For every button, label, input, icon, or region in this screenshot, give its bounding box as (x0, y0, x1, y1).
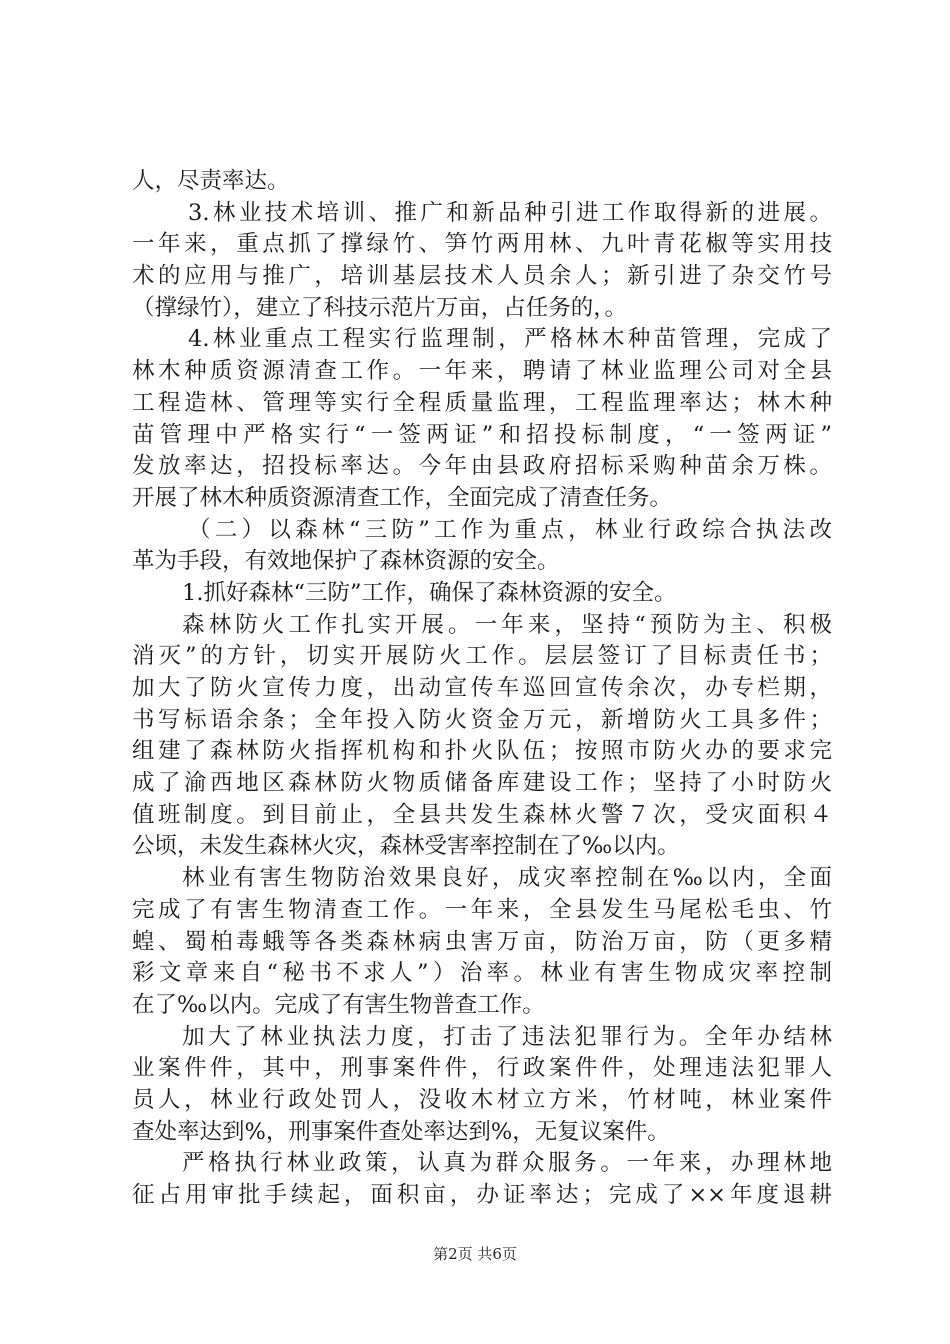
text-line: 一年来，重点抓了撑绿竹、笋竹两用林、九叶青花椒等实用技 (132, 231, 832, 258)
text-line: 彩文章来自“秘书不求人”）治率。林业有害生物成灾率控制 (132, 960, 832, 987)
text-line: 消灭”的方针，切实开展防火工作。层层签订了目标责任书； (132, 643, 832, 670)
subsection-heading-1: 1.抓好森林“三防”工作，确保了森林资源的安全。 (182, 579, 677, 606)
text-line: 开展了林木种质资源清查工作，全面完成了清查任务。 (132, 484, 673, 511)
text-line: 在了‰以内。完成了有害生物普查工作。 (132, 991, 545, 1018)
text-line: 人，尽责率达。 (132, 168, 290, 194)
text-line: 公顷，未发生森林火灾，森林受害率控制在了‰以内。 (132, 833, 680, 860)
text-line: 加大了防火宣传力度，出动宣传车巡回宣传余次，办专栏期， (132, 675, 832, 701)
text-line: 严格执行林业政策，认真为群众服务。一年来，办理林地 (182, 1150, 832, 1177)
text-line: 成了渝西地区森林防火物质储备库建设工作；坚持了小时防火 (132, 770, 832, 797)
section-heading-3: 3.林业技术培训、推广和新品种引进工作取得新的进展。 (188, 199, 832, 226)
section-heading-2: （二）以森林“三防”工作为重点，林业行政综合执法改 (188, 516, 832, 543)
text-line: 业案件件，其中，刑事案件件，行政案件件，处理违法犯罪人 (132, 1055, 832, 1082)
text-line: 工程造林、管理等实行全程质量监理，工程监理率达；林木种 (132, 389, 832, 416)
text-line: 林业有害生物防治效果良好，成灾率控制在‰以内，全面 (182, 865, 832, 892)
section-heading-4: 4.林业重点工程实行监理制，严格林木种苗管理，完成了 (188, 326, 832, 353)
text-line: （撑绿竹），建立了科技示范片万亩，占任务的，。 (132, 294, 628, 321)
text-line: 森林防火工作扎实开展。一年来，坚持“预防为主、积极 (182, 611, 832, 638)
text-line: 蝗、蜀柏毒蛾等各类森林病虫害万亩，防治万亩，防（更多精 (132, 928, 832, 955)
text-line: 查处率达到%，刑事案件查处率达到%，无复议案件。 (132, 1118, 670, 1145)
text-line: 组建了森林防火指挥机构和扑火队伍；按照市防火办的要求完 (132, 738, 832, 765)
text-line: 苗管理中严格实行“一签两证”和招投标制度，“一签两证” (132, 421, 832, 448)
text-line: 发放率达，招投标率达。今年由县政府招标采购种苗余万株。 (132, 453, 832, 480)
text-line: 术的应用与推广，培训基层技术人员余人；新引进了杂交竹号 (132, 263, 832, 290)
text-line: 员人，林业行政处罚人，没收木材立方米，竹材吨，林业案件 (132, 1086, 832, 1113)
text-line: 值班制度。到目前止，全县共发生森林火警７次，受灾面积４ (132, 801, 832, 828)
text-line: 革为手段，有效地保护了森林资源的安全。 (132, 548, 560, 575)
text-line: 完成了有害生物清查工作。一年来，全县发生马尾松毛虫、竹 (132, 896, 832, 923)
page-number-footer: 第2页 共6页 (433, 1245, 517, 1263)
text-line: 书写标语余条；全年投入防火资金万元，新增防火工具多件； (132, 706, 832, 733)
text-line: 征占用审批手续起，面积亩，办证率达；完成了××年度退耕 (132, 1182, 832, 1208)
text-line: 加大了林业执法力度，打击了违法犯罪行为。全年办结林 (182, 1023, 832, 1050)
document-body (132, 166, 832, 1212)
text-line: 林木种质资源清查工作。一年来，聘请了林业监理公司对全县 (132, 358, 832, 385)
